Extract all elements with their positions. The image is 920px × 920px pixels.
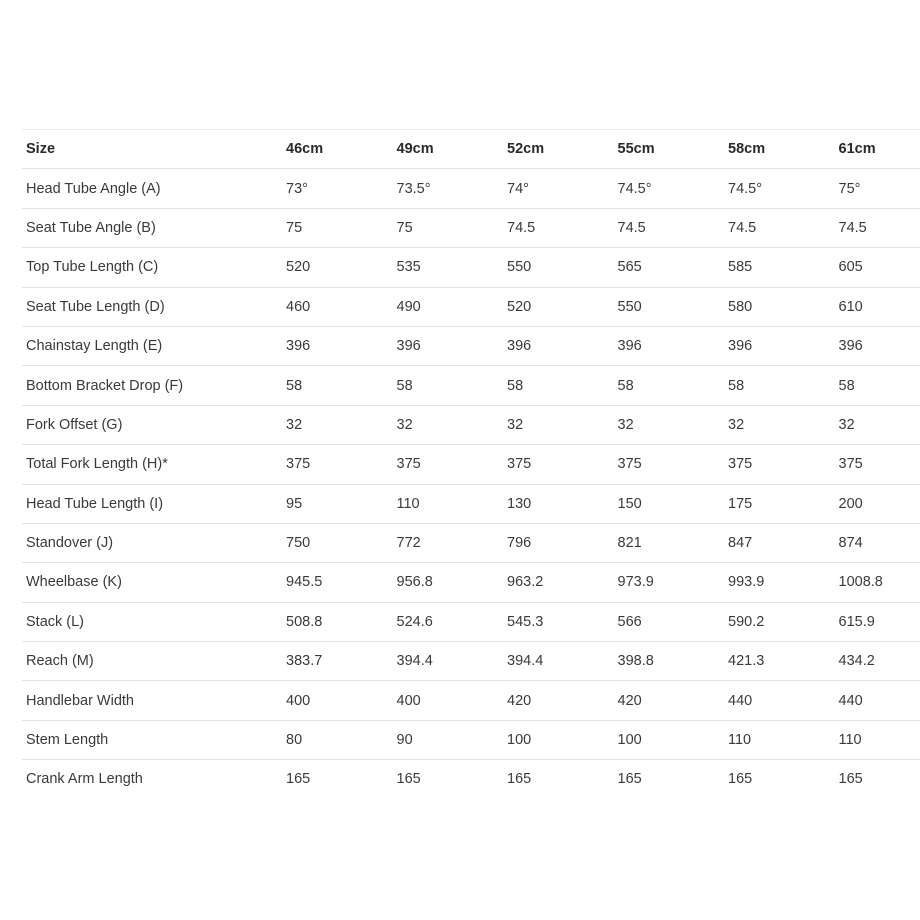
table-cell: 165 (393, 760, 504, 799)
table-cell: 74.5° (724, 169, 835, 208)
column-header-49cm: 49cm (393, 130, 504, 169)
table-cell: 772 (393, 523, 504, 562)
table-cell: 396 (835, 326, 920, 365)
row-label: Top Tube Length (C) (22, 248, 282, 287)
row-label: Total Fork Length (H)* (22, 445, 282, 484)
row-label: Head Tube Angle (A) (22, 169, 282, 208)
table-cell: 32 (614, 405, 725, 444)
table-cell: 973.9 (614, 563, 725, 602)
header-row (22, 130, 920, 169)
row-label: Bottom Bracket Drop (F) (22, 366, 282, 405)
table-cell: 110 (393, 484, 504, 523)
table-cell: 200 (835, 484, 920, 523)
table-row (22, 563, 920, 602)
table-cell: 565 (614, 248, 725, 287)
table-cell: 615.9 (835, 602, 920, 641)
table-cell: 32 (393, 405, 504, 444)
table-cell: 165 (503, 760, 614, 799)
row-label: Fork Offset (G) (22, 405, 282, 444)
table-cell: 585 (724, 248, 835, 287)
table-cell: 490 (393, 287, 504, 326)
table-cell: 110 (835, 720, 920, 759)
table-row (22, 366, 920, 405)
table-cell: 956.8 (393, 563, 504, 602)
table-cell: 32 (282, 405, 393, 444)
table-row (22, 445, 920, 484)
table-body (22, 169, 920, 799)
table-row (22, 484, 920, 523)
table-cell: 610 (835, 287, 920, 326)
table-cell: 73° (282, 169, 393, 208)
table-cell: 58 (393, 366, 504, 405)
table-cell: 375 (282, 445, 393, 484)
row-label: Standover (J) (22, 523, 282, 562)
table-cell: 74.5 (614, 208, 725, 247)
row-label: Reach (M) (22, 642, 282, 681)
table-cell: 175 (724, 484, 835, 523)
table-cell: 110 (724, 720, 835, 759)
table-cell: 165 (282, 760, 393, 799)
table-cell: 420 (503, 681, 614, 720)
table-cell: 74.5 (835, 208, 920, 247)
table-cell: 400 (282, 681, 393, 720)
row-label: Seat Tube Length (D) (22, 287, 282, 326)
table-cell: 58 (835, 366, 920, 405)
table-row (22, 523, 920, 562)
table-cell: 165 (724, 760, 835, 799)
table-cell: 580 (724, 287, 835, 326)
table-cell: 874 (835, 523, 920, 562)
table-cell: 508.8 (282, 602, 393, 641)
table-cell: 95 (282, 484, 393, 523)
table-cell: 796 (503, 523, 614, 562)
row-label: Wheelbase (K) (22, 563, 282, 602)
table-cell: 396 (282, 326, 393, 365)
table-row (22, 208, 920, 247)
table-cell: 32 (724, 405, 835, 444)
table-cell: 383.7 (282, 642, 393, 681)
table-cell: 398.8 (614, 642, 725, 681)
row-label: Seat Tube Angle (B) (22, 208, 282, 247)
row-label: Chainstay Length (E) (22, 326, 282, 365)
table-cell: 150 (614, 484, 725, 523)
table-row (22, 602, 920, 641)
table-cell: 90 (393, 720, 504, 759)
table-row (22, 405, 920, 444)
row-label: Handlebar Width (22, 681, 282, 720)
table-cell: 420 (614, 681, 725, 720)
table-cell: 945.5 (282, 563, 393, 602)
table-cell: 590.2 (724, 602, 835, 641)
column-header-55cm: 55cm (614, 130, 725, 169)
table-cell: 74.5 (724, 208, 835, 247)
table-cell: 440 (724, 681, 835, 720)
table-cell: 75° (835, 169, 920, 208)
table-cell: 847 (724, 523, 835, 562)
table-cell: 32 (503, 405, 614, 444)
table-row (22, 760, 920, 799)
table-cell: 165 (835, 760, 920, 799)
table-cell: 394.4 (503, 642, 614, 681)
table-cell: 394.4 (393, 642, 504, 681)
table-cell: 396 (724, 326, 835, 365)
table-cell: 550 (614, 287, 725, 326)
table-cell: 375 (614, 445, 725, 484)
table-cell: 165 (614, 760, 725, 799)
table-row (22, 287, 920, 326)
table-cell: 440 (835, 681, 920, 720)
table-cell: 524.6 (393, 602, 504, 641)
table-cell: 993.9 (724, 563, 835, 602)
column-header-61cm: 61cm (835, 130, 920, 169)
table-cell: 100 (503, 720, 614, 759)
table-cell: 74° (503, 169, 614, 208)
table-cell: 375 (503, 445, 614, 484)
table-cell: 75 (393, 208, 504, 247)
table-cell: 545.3 (503, 602, 614, 641)
table-cell: 566 (614, 602, 725, 641)
table-cell: 74.5 (503, 208, 614, 247)
table-cell: 535 (393, 248, 504, 287)
table-cell: 58 (282, 366, 393, 405)
table-cell: 550 (503, 248, 614, 287)
table-cell: 400 (393, 681, 504, 720)
row-label: Head Tube Length (I) (22, 484, 282, 523)
table-cell: 460 (282, 287, 393, 326)
table-cell: 605 (835, 248, 920, 287)
column-header-58cm: 58cm (724, 130, 835, 169)
table-cell: 375 (393, 445, 504, 484)
table-cell: 375 (724, 445, 835, 484)
table-cell: 963.2 (503, 563, 614, 602)
table-cell: 100 (614, 720, 725, 759)
table-cell: 32 (835, 405, 920, 444)
table-cell: 75 (282, 208, 393, 247)
row-label: Stem Length (22, 720, 282, 759)
row-label: Crank Arm Length (22, 760, 282, 799)
column-header-46cm: 46cm (282, 130, 393, 169)
table-cell: 396 (393, 326, 504, 365)
table-cell: 750 (282, 523, 393, 562)
table-cell: 1008.8 (835, 563, 920, 602)
geometry-table (22, 129, 920, 799)
table-cell: 520 (282, 248, 393, 287)
table-row (22, 642, 920, 681)
column-header-52cm: 52cm (503, 130, 614, 169)
table-header (22, 130, 920, 169)
table-cell: 74.5° (614, 169, 725, 208)
table-cell: 58 (614, 366, 725, 405)
table-row (22, 248, 920, 287)
table-cell: 434.2 (835, 642, 920, 681)
column-header-size: Size (22, 130, 282, 169)
table-cell: 396 (614, 326, 725, 365)
table-row (22, 720, 920, 759)
table-cell: 821 (614, 523, 725, 562)
table-cell: 73.5° (393, 169, 504, 208)
table-cell: 520 (503, 287, 614, 326)
table-cell: 58 (503, 366, 614, 405)
table-row (22, 681, 920, 720)
table-row (22, 326, 920, 365)
table-cell: 375 (835, 445, 920, 484)
row-label: Stack (L) (22, 602, 282, 641)
table-cell: 421.3 (724, 642, 835, 681)
table-cell: 130 (503, 484, 614, 523)
table-cell: 396 (503, 326, 614, 365)
table-row (22, 169, 920, 208)
table-cell: 58 (724, 366, 835, 405)
table-cell: 80 (282, 720, 393, 759)
